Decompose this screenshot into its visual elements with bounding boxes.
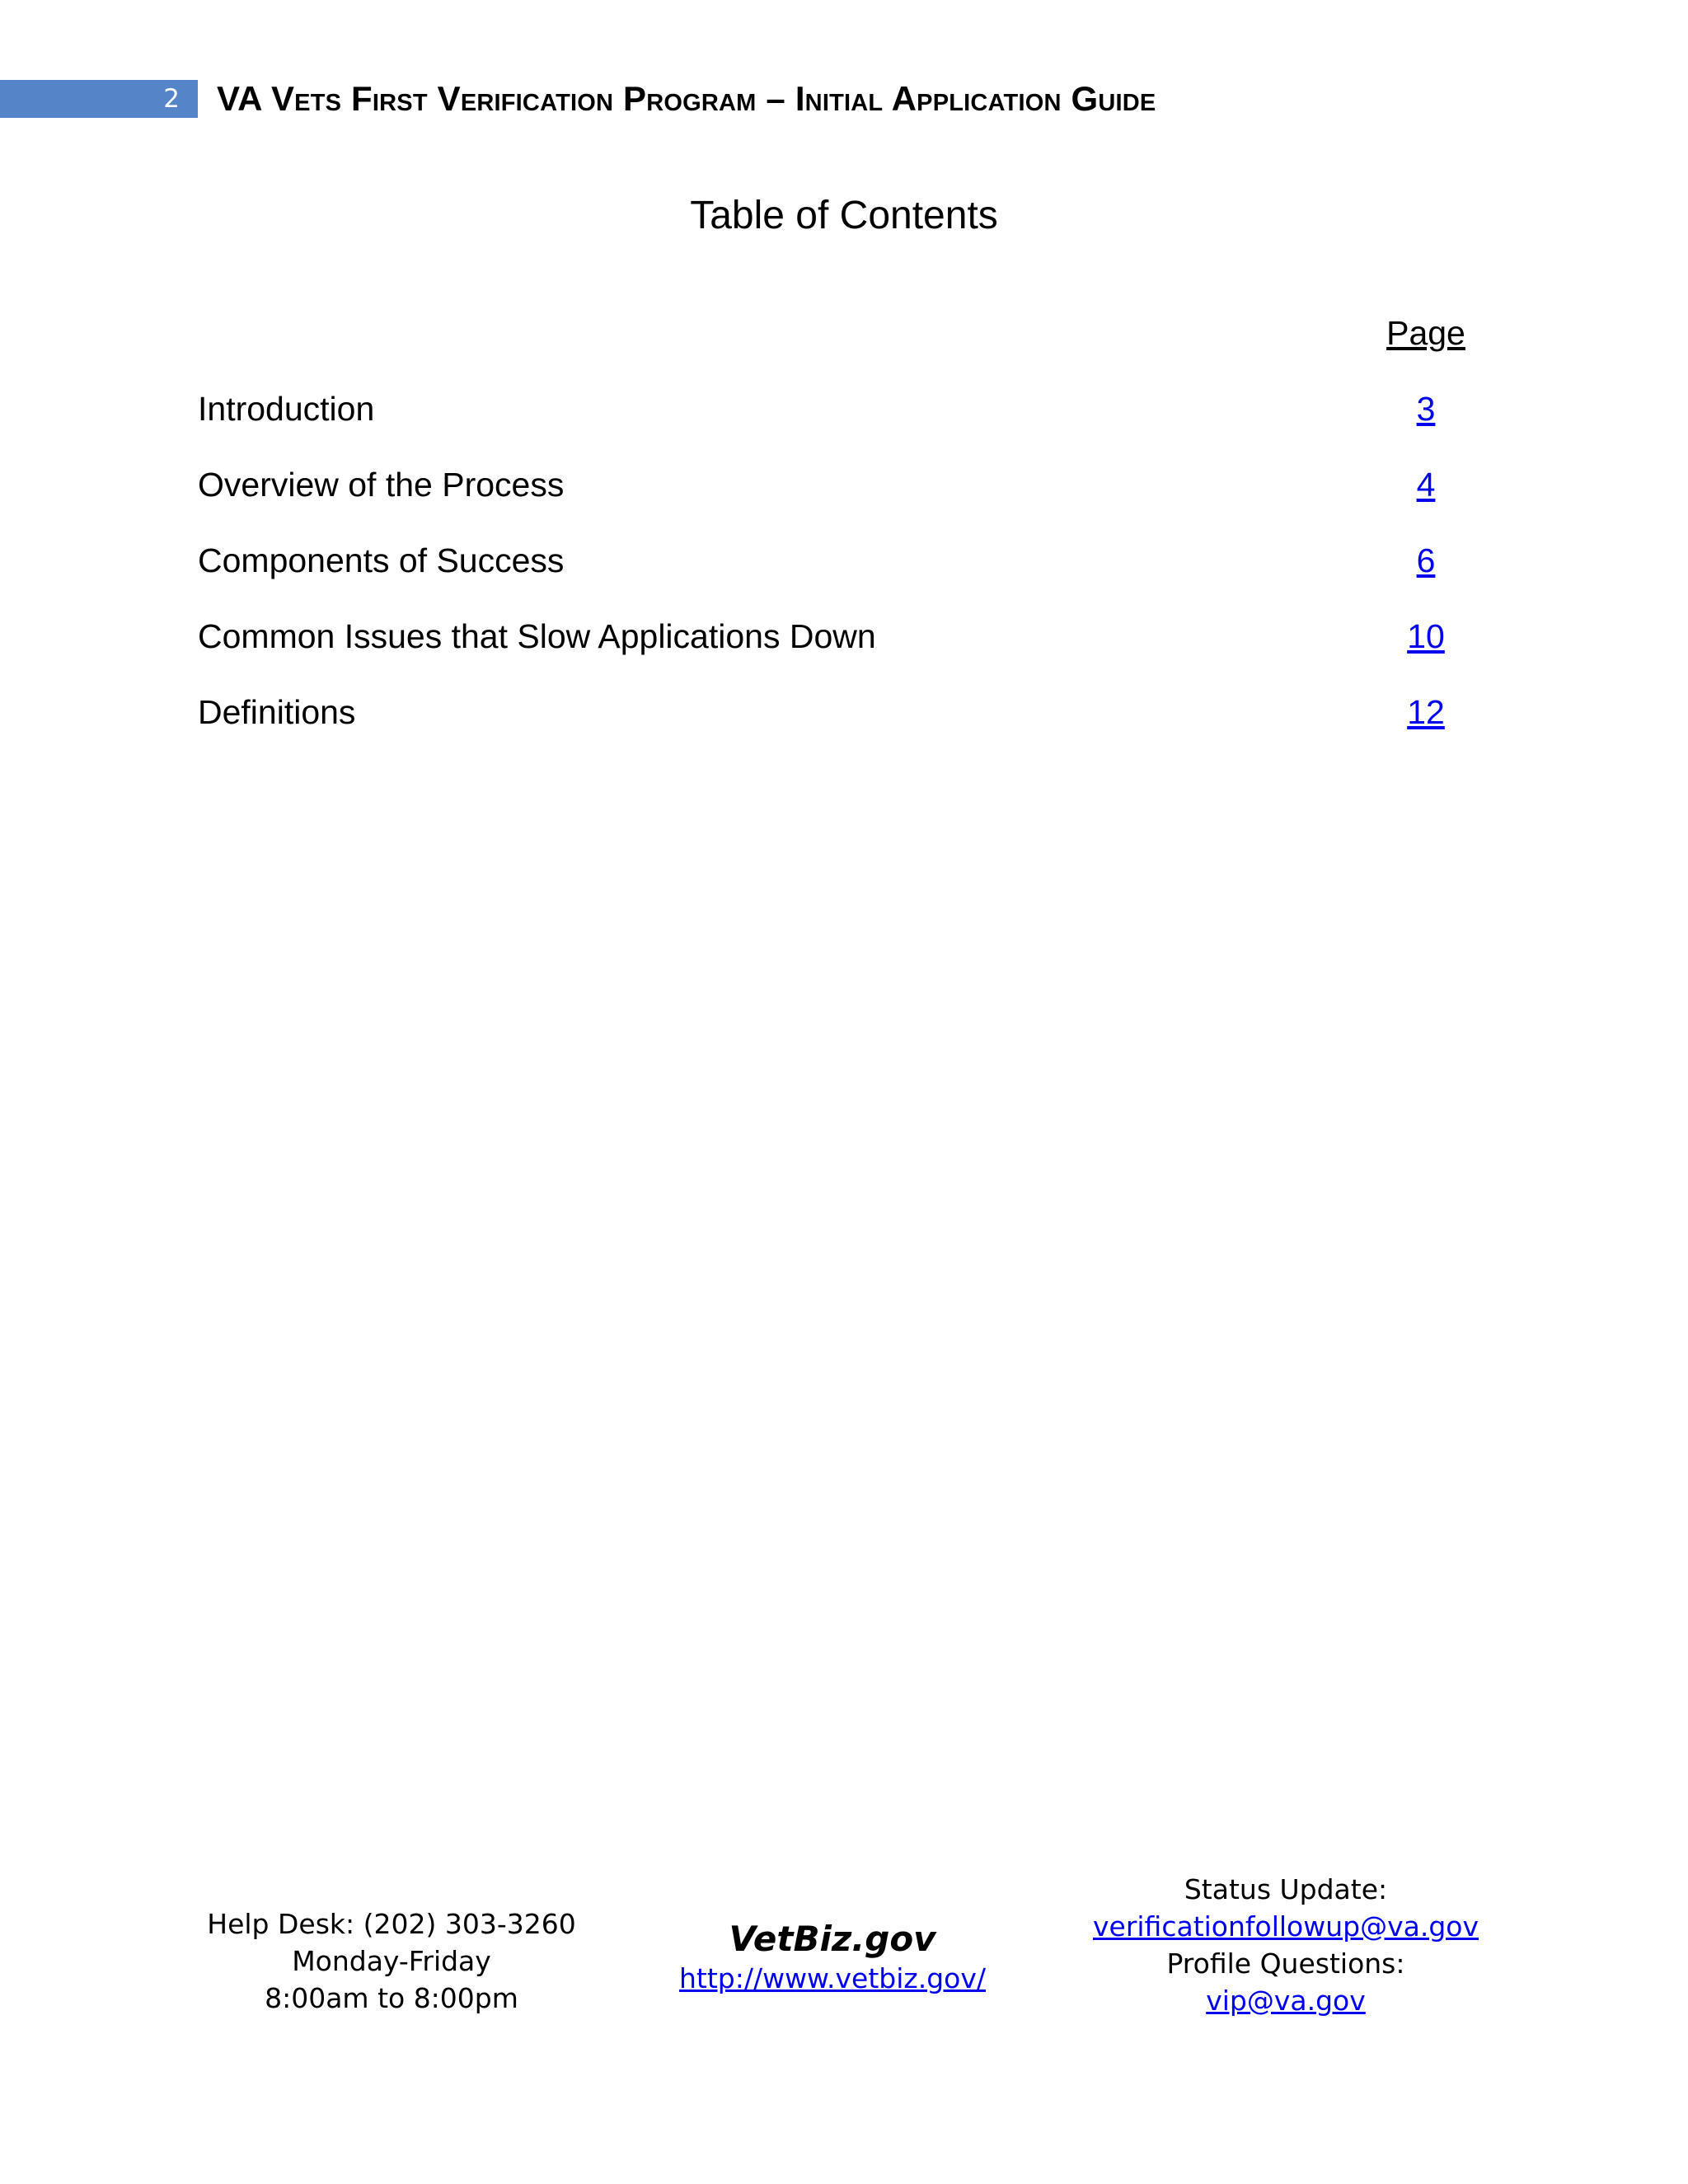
toc-page-link[interactable]: 10 [1407, 617, 1445, 655]
toc-entry-introduction [198, 387, 1500, 463]
help-desk-hours: 8:00am to 8:00pm [265, 1982, 518, 2014]
toc-entry-components [198, 539, 1500, 615]
toc-entry-label: Overview of the Process [198, 466, 565, 504]
profile-questions-label: Profile Questions: [1166, 1947, 1405, 1980]
toc-page-link[interactable]: 3 [1416, 390, 1436, 428]
toc-entry-common-issues [198, 615, 1500, 691]
toc-page-column-header: Page [1386, 314, 1465, 352]
toc-entry-label: Definitions [198, 693, 356, 731]
footer-contacts [1030, 1871, 1541, 2019]
toc-entry-overview [198, 463, 1500, 539]
toc-list [198, 387, 1500, 766]
toc-title: Table of Contents [690, 194, 998, 237]
help-desk-phone: Help Desk: (202) 303-3260 [207, 1908, 576, 1940]
toc-entry-label: Introduction [198, 390, 375, 428]
help-desk-days: Monday-Friday [292, 1945, 491, 1977]
status-update-label: Status Update: [1184, 1873, 1388, 1905]
vetbiz-brand: VetBiz.gov [729, 1919, 936, 1959]
toc-page-link[interactable]: 12 [1407, 693, 1445, 731]
toc-page-link[interactable]: 6 [1416, 541, 1436, 579]
toc-entry-label: Common Issues that Slow Applications Down [198, 617, 876, 655]
document-title: VA Vets First Verification Program – Initial Application Guide [217, 79, 1156, 118]
status-update-email-link[interactable]: verificationfollowup@va.gov [1092, 1910, 1479, 1943]
footer-help-desk [144, 1905, 639, 2017]
toc-page-link[interactable]: 4 [1416, 466, 1436, 504]
toc-entry-label: Components of Success [198, 541, 565, 579]
page-number-tab [0, 80, 198, 118]
vetbiz-url-link[interactable]: http://www.vetbiz.gov/ [678, 1962, 986, 1994]
footer-vetbiz [577, 1919, 1088, 1997]
profile-questions-email-link[interactable]: vip@va.gov [1206, 1985, 1366, 2017]
toc-entry-definitions [198, 691, 1500, 766]
page-number: 2 [163, 84, 180, 114]
